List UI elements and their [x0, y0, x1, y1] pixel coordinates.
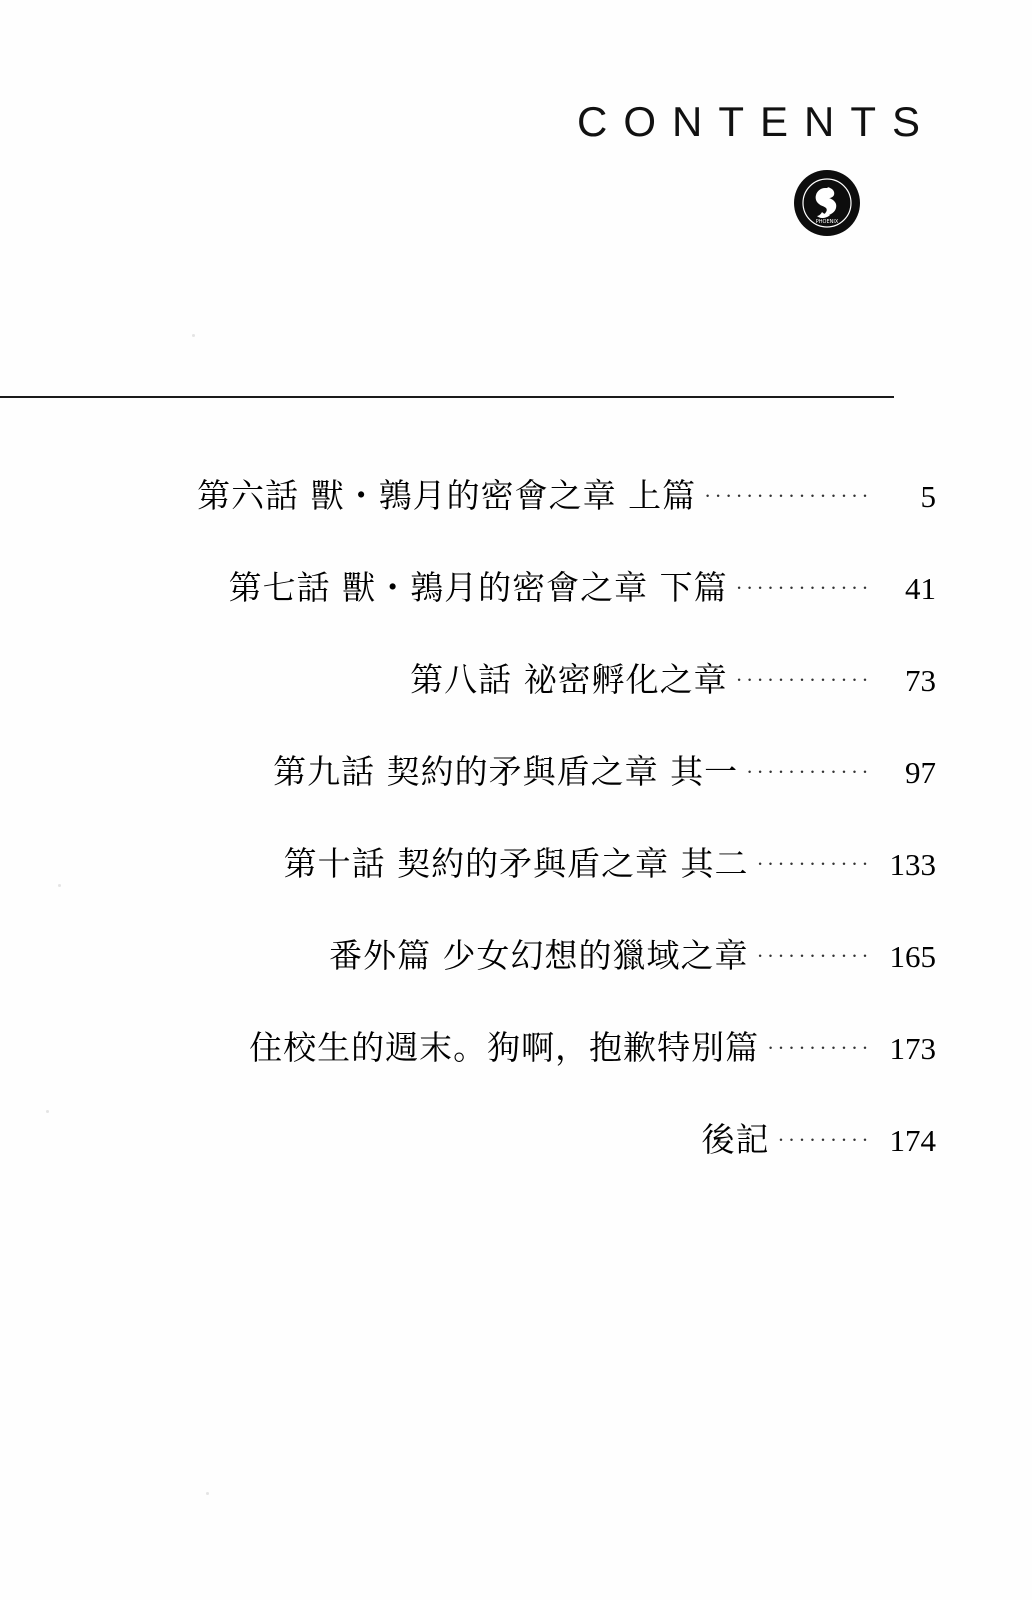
svg-text:PHOENIX: PHOENIX — [815, 219, 839, 225]
toc-entry-page: 165 — [889, 939, 936, 974]
table-of-contents — [0, 470, 936, 1206]
toc-entry-page: 41 — [905, 571, 936, 606]
toc-entry[interactable] — [0, 654, 936, 746]
toc-leader-dots: ················ — [704, 484, 872, 508]
page-title: CONTENTS — [577, 98, 936, 145]
toc-entry-label: 第七話 獸・鶉月的密會之章 下篇 — [228, 568, 728, 607]
toc-entry-label: 第十話 契約的矛與盾之章 其二 — [283, 844, 749, 883]
toc-entry[interactable] — [0, 930, 936, 1022]
scan-speck — [206, 1492, 209, 1495]
toc-leader-dots: ············· — [735, 668, 872, 692]
toc-leader-dots: ·········· — [767, 1036, 872, 1060]
toc-entry[interactable] — [0, 562, 936, 654]
toc-entry-page: 97 — [905, 755, 936, 790]
toc-leader-dots: ··········· — [756, 944, 872, 968]
toc-entry-label: 第六話 獸・鶉月的密會之章 上篇 — [197, 476, 697, 515]
toc-entry-page: 5 — [920, 479, 936, 514]
toc-entry-page: 173 — [889, 1031, 936, 1066]
toc-entry-label: 住校生的週末。狗啊，抱歉特別篇 — [249, 1028, 760, 1067]
toc-entry-page: 73 — [905, 663, 936, 698]
toc-leader-dots: ············· — [735, 576, 872, 600]
toc-entry-label: 第九話 契約的矛與盾之章 其一 — [273, 752, 739, 791]
toc-leader-dots: ········· — [777, 1128, 872, 1152]
toc-entry[interactable] — [0, 1114, 936, 1206]
toc-entry[interactable] — [0, 470, 936, 562]
toc-entry-label: 後記 — [701, 1120, 770, 1159]
phoenix-crest-icon — [794, 170, 860, 236]
scan-speck — [58, 884, 61, 887]
header-divider — [0, 396, 894, 398]
scan-speck — [192, 334, 195, 337]
toc-leader-dots: ············ — [746, 760, 872, 784]
toc-entry-label: 第八話 祕密孵化之章 — [410, 660, 728, 699]
toc-entry-label: 番外篇 少女幻想的獵域之章 — [329, 936, 749, 975]
toc-entry[interactable] — [0, 1022, 936, 1114]
toc-leader-dots: ··········· — [756, 852, 872, 876]
toc-entry-page: 133 — [889, 847, 936, 882]
toc-entry[interactable] — [0, 746, 936, 838]
scan-speck — [46, 1110, 49, 1113]
toc-entry-page: 174 — [889, 1123, 936, 1158]
toc-entry[interactable] — [0, 838, 936, 930]
